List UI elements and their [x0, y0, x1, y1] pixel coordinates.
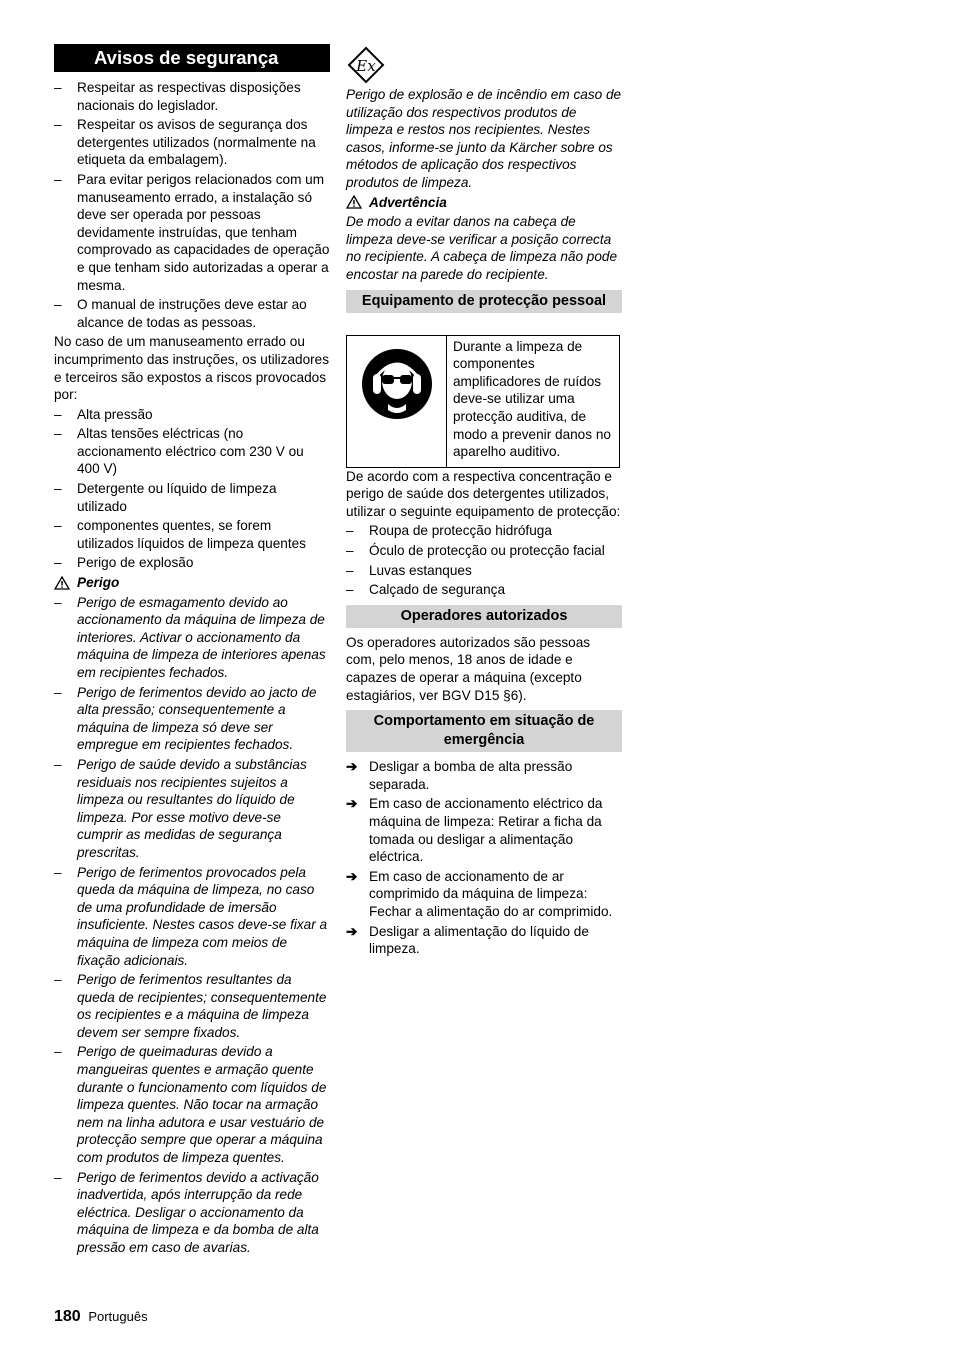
list-item: – Para evitar perigos relacionados com um manuseamento errado, a instalação só deve ser operada por pessoas devidamente instruídas, que tenham comprovado as capacidades de operação e que tenham sido autorizadas a operar a mesma.	[54, 171, 330, 294]
right-column	[346, 46, 622, 960]
list-item: ➔ Desligar a bomba de alta pressão separada.	[346, 759, 573, 792]
danger-heading	[54, 574, 330, 592]
operators-heading: Operadores autorizados	[346, 605, 622, 628]
list-item: – Perigo de saúde devido a substâncias residuais nos recipientes sujeitos a limpeza ou resultantes do líquido de limpeza. Por esse motivo deve-se cumprir as medidas de segurança prescritas.	[54, 756, 330, 862]
svg-text:Ex: Ex	[356, 57, 376, 75]
arrow-right-icon: ➔	[346, 759, 358, 775]
warning-label: Advertência	[369, 194, 447, 210]
arrow-right-icon: ➔	[346, 923, 358, 939]
warning-triangle-icon	[54, 576, 70, 590]
section-title: Avisos de segurança	[54, 44, 330, 72]
list-item: – Perigo de ferimentos devido a activação inadvertida, após interrupção da rede eléctrica. Desligar o accionamento da máquina de limpeza e da bomba de alta pressão em caso de avarias.	[54, 1169, 330, 1257]
operators-text: Os operadores autorizados são pessoas com, pelo menos, 18 anos de idade e capazes de operar a máquina (excepto estagiários, ver BGV D15 §6).	[346, 634, 591, 703]
emergency-steps-list	[346, 758, 622, 958]
list-item: – Detergente ou líquido de limpeza utilizado	[54, 480, 330, 515]
list-item: – componentes quentes, se forem utilizados líquidos de limpeza quentes	[54, 517, 330, 552]
list-item: – Perigo de ferimentos devido ao jacto de alta pressão; consequentemente a máquina de limpeza só deve ser empregue em recipientes fechados.	[54, 684, 330, 754]
arrow-right-icon: ➔	[346, 868, 358, 884]
footer-language: Português	[88, 1309, 148, 1324]
list-item: – Óculo de protecção ou protecção facial	[346, 542, 622, 560]
warning-triangle-icon	[346, 195, 362, 209]
arrow-right-icon: ➔	[346, 796, 358, 812]
list-item: – Altas tensões eléctricas (no accionamento eléctrico com 230 V ou 400 V)	[54, 425, 330, 478]
list-item: – Perigo de ferimentos resultantes da queda de recipientes; consequentemente os recipientes e a máquina de limpeza devem ser sempre fixados.	[54, 971, 330, 1041]
warning-heading	[346, 194, 622, 212]
list-item: – Luvas estanques	[346, 562, 622, 580]
list-item: – Respeitar as respectivas disposições nacionais do legislador.	[54, 79, 330, 114]
ppe-box-text: Durante a limpeza de componentes amplificadores de ruídos deve-se utilizar uma protecção auditiva, de modo a prevenir danos no aparelho auditivo.	[453, 338, 611, 460]
explosion-hazard-icon	[346, 46, 386, 84]
eye-and-ear-protection-icon	[361, 348, 433, 420]
ppe-heading: Equipamento de protecção pessoal	[346, 290, 622, 313]
list-item: – Calçado de segurança	[346, 581, 622, 599]
list-item: – Perigo de ferimentos provocados pela queda da máquina de limpeza, no caso de uma profundidade de imersão insuficiente. Nestes casos deve-se fixar a máquina de limpeza com meios de fixação adicionais.	[54, 864, 330, 970]
list-item: ➔ Em caso de accionamento eléctrico da máquina de limpeza: Retirar a ficha da tomada ou desligar a alimentação eléctrica.	[346, 796, 603, 865]
ppe-intro: De acordo com a respectiva concentração e perigo de saúde dos detergentes utilizados, utilizar o seguinte equipamento de protecção:	[346, 468, 621, 519]
ppe-box	[346, 335, 620, 468]
risks-intro: No caso de um manuseamento errado ou incumprimento das instruções, os utilizadores e terceiros são expostos a riscos provocados por:	[54, 334, 330, 403]
emergency-heading: Comportamento em situação de emergência	[346, 710, 622, 752]
list-item: – Alta pressão	[54, 406, 330, 424]
list-item: – Perigo de queimaduras devido a mangueiras quentes e armação quente durante o funcionamento com líquidos de limpeza quentes. Não tocar na armação nem na linha adutora e usar vestuário de protecção sempre que operar a máquina com produtos de limpeza quentes.	[54, 1043, 330, 1166]
list-item: – Perigo de explosão	[54, 554, 330, 572]
explosion-text: Perigo de explosão e de incêndio em caso de utilização dos respectivos produtos de limpeza e restos nos recipientes. Nestes casos, informe-se junto da Kärcher sobre os métodos de aplicação dos respectivos produtos de limpeza.	[346, 87, 622, 190]
list-item: ➔ Desligar a alimentação do líquido de limpeza.	[346, 923, 589, 957]
list-item: ➔ Em caso de accionamento de ar comprimido da máquina de limpeza: Fechar a alimentação do ar comprimido.	[346, 868, 613, 919]
list-item: – Roupa de protecção hidrófuga	[346, 522, 622, 540]
dangers-list	[54, 594, 330, 1257]
risks-list	[54, 406, 330, 572]
list-item: – O manual de instruções deve estar ao alcance de todas as pessoas.	[54, 296, 330, 331]
general-rules-list	[54, 79, 330, 331]
list-item: – Respeitar os avisos de segurança dos detergentes utilizados (normalmente na etiqueta da embalagem).	[54, 116, 330, 169]
list-item: – Perigo de esmagamento devido ao accionamento da máquina de limpeza de interiores. Activar o accionamento da máquina de limpeza de interiores apenas em recipientes fechados.	[54, 594, 330, 682]
ppe-list	[346, 522, 622, 598]
page-number: 180	[54, 1308, 81, 1325]
left-column	[54, 44, 330, 1259]
page-footer	[54, 1308, 148, 1326]
danger-label: Perigo	[77, 575, 120, 591]
ppe-icon-cell	[347, 336, 447, 467]
warning-text: De modo a evitar danos na cabeça de limpeza deve-se verificar a posição correcta no recipiente. A cabeça de limpeza não pode encostar na parede do recipiente.	[346, 214, 618, 282]
